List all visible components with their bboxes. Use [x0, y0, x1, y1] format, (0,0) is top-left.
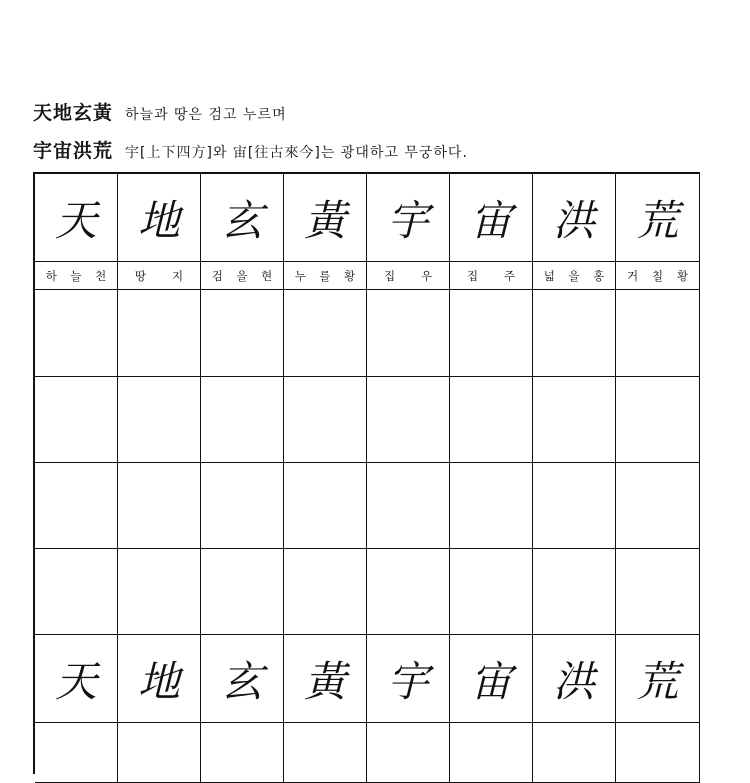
practice-cell — [201, 377, 284, 463]
reading-label-cell — [450, 262, 533, 290]
hanja-glyph: 荒 — [636, 195, 679, 245]
reading-label-cell — [616, 262, 700, 290]
reading-syllable: 늘 — [70, 268, 82, 283]
verse-line-1 — [33, 98, 287, 125]
reading-syllable: 땅 — [134, 268, 147, 283]
calligraphy-model-cell — [201, 635, 284, 723]
practice-cell — [616, 290, 700, 377]
practice-cell — [616, 723, 700, 783]
verse-meaning: 하늘과 땅은 검고 누르며 — [125, 107, 287, 123]
practice-cell — [35, 549, 118, 635]
hanja-glyph: 黃 — [303, 195, 346, 245]
calligraphy-model-cell — [118, 174, 201, 262]
calligraphy-model-cell — [533, 635, 616, 723]
calligraphy-model-cell — [118, 635, 201, 723]
calligraphy-model-cell — [450, 635, 533, 723]
practice-grid — [33, 172, 700, 774]
calligraphy-model-cell — [35, 174, 118, 262]
reading-label-cell — [367, 262, 450, 290]
verse-line-2 — [33, 136, 468, 163]
practice-cell — [367, 463, 450, 549]
reading-syllable: 넓 — [543, 268, 555, 283]
reading-syllable: 칠 — [651, 268, 664, 283]
practice-cell — [201, 463, 284, 549]
hanja-glyph: 天 — [54, 656, 97, 706]
practice-cell — [118, 290, 201, 377]
reading-syllable: 집 — [466, 268, 479, 283]
calligraphy-model-cell — [367, 174, 450, 262]
hanja-glyph: 宇 — [386, 656, 429, 706]
calligraphy-model-cell — [367, 635, 450, 723]
reading-label-cell — [118, 262, 201, 290]
practice-cell — [616, 549, 700, 635]
calligraphy-model-cell — [533, 174, 616, 262]
practice-cell — [284, 723, 367, 783]
reading-syllable: 거 — [626, 268, 639, 283]
hanja-glyph: 宙 — [469, 656, 512, 706]
hanja-glyph: 宇 — [386, 195, 429, 245]
practice-cell — [450, 549, 533, 635]
practice-cell — [35, 463, 118, 549]
verse-meaning: 宇[上下四方]와 宙[往古來今]는 광대하고 무궁하다. — [125, 145, 468, 161]
reading-syllable: 지 — [171, 268, 184, 283]
practice-cell — [201, 549, 284, 635]
practice-cell — [450, 723, 533, 783]
practice-cell — [201, 723, 284, 783]
practice-cell — [284, 463, 367, 549]
calligraphy-model-cell — [450, 174, 533, 262]
practice-cell — [616, 463, 700, 549]
hanja-glyph: 洪 — [552, 195, 595, 245]
reading-syllable: 현 — [261, 268, 273, 283]
calligraphy-model-cell — [616, 635, 700, 723]
reading-syllable: 주 — [503, 268, 516, 283]
practice-cell — [118, 549, 201, 635]
practice-cell — [533, 463, 616, 549]
calligraphy-model-cell — [616, 174, 700, 262]
reading-syllable: 을 — [236, 268, 248, 283]
verse-hanja: 天地玄黃 — [33, 102, 114, 124]
practice-cell — [284, 549, 367, 635]
practice-cell — [367, 290, 450, 377]
calligraphy-model-cell — [284, 635, 367, 723]
reading-syllable: 우 — [420, 268, 433, 283]
reading-label-cell — [284, 262, 367, 290]
reading-syllable: 황 — [344, 268, 356, 283]
practice-cell — [35, 723, 118, 783]
reading-syllable: 집 — [383, 268, 396, 283]
hanja-glyph: 地 — [137, 656, 180, 706]
practice-cell — [533, 549, 616, 635]
practice-cell — [450, 463, 533, 549]
reading-syllable: 을 — [568, 268, 580, 283]
hanja-glyph: 黃 — [303, 656, 346, 706]
verse-hanja: 宇宙洪荒 — [33, 140, 114, 162]
hanja-glyph: 玄 — [220, 656, 263, 706]
reading-label-cell — [35, 262, 118, 290]
hanja-glyph: 玄 — [220, 195, 263, 245]
practice-cell — [118, 463, 201, 549]
practice-cell — [118, 377, 201, 463]
calligraphy-model-cell — [201, 174, 284, 262]
calligraphy-model-cell — [284, 174, 367, 262]
practice-cell — [533, 290, 616, 377]
reading-syllable: 천 — [95, 268, 107, 283]
reading-label-cell — [533, 262, 616, 290]
reading-syllable: 누 — [294, 268, 306, 283]
calligraphy-model-cell — [35, 635, 118, 723]
practice-cell — [450, 290, 533, 377]
practice-cell — [367, 549, 450, 635]
reading-label-cell — [201, 262, 284, 290]
practice-cell — [367, 377, 450, 463]
practice-cell — [35, 290, 118, 377]
hanja-glyph: 洪 — [552, 656, 595, 706]
hanja-glyph: 宙 — [469, 195, 512, 245]
practice-cell — [367, 723, 450, 783]
reading-syllable: 황 — [676, 268, 689, 283]
practice-cell — [616, 377, 700, 463]
practice-cell — [35, 377, 118, 463]
practice-cell — [533, 377, 616, 463]
reading-syllable: 검 — [211, 268, 223, 283]
practice-cell — [118, 723, 201, 783]
hanja-glyph: 地 — [137, 195, 180, 245]
practice-cell — [284, 290, 367, 377]
practice-cell — [284, 377, 367, 463]
hanja-glyph: 荒 — [636, 656, 679, 706]
reading-syllable: 홍 — [593, 268, 605, 283]
practice-cell — [450, 377, 533, 463]
reading-syllable: 를 — [319, 268, 331, 283]
reading-syllable: 하 — [45, 268, 57, 283]
practice-cell — [533, 723, 616, 783]
hanja-glyph: 天 — [54, 195, 97, 245]
practice-cell — [201, 290, 284, 377]
